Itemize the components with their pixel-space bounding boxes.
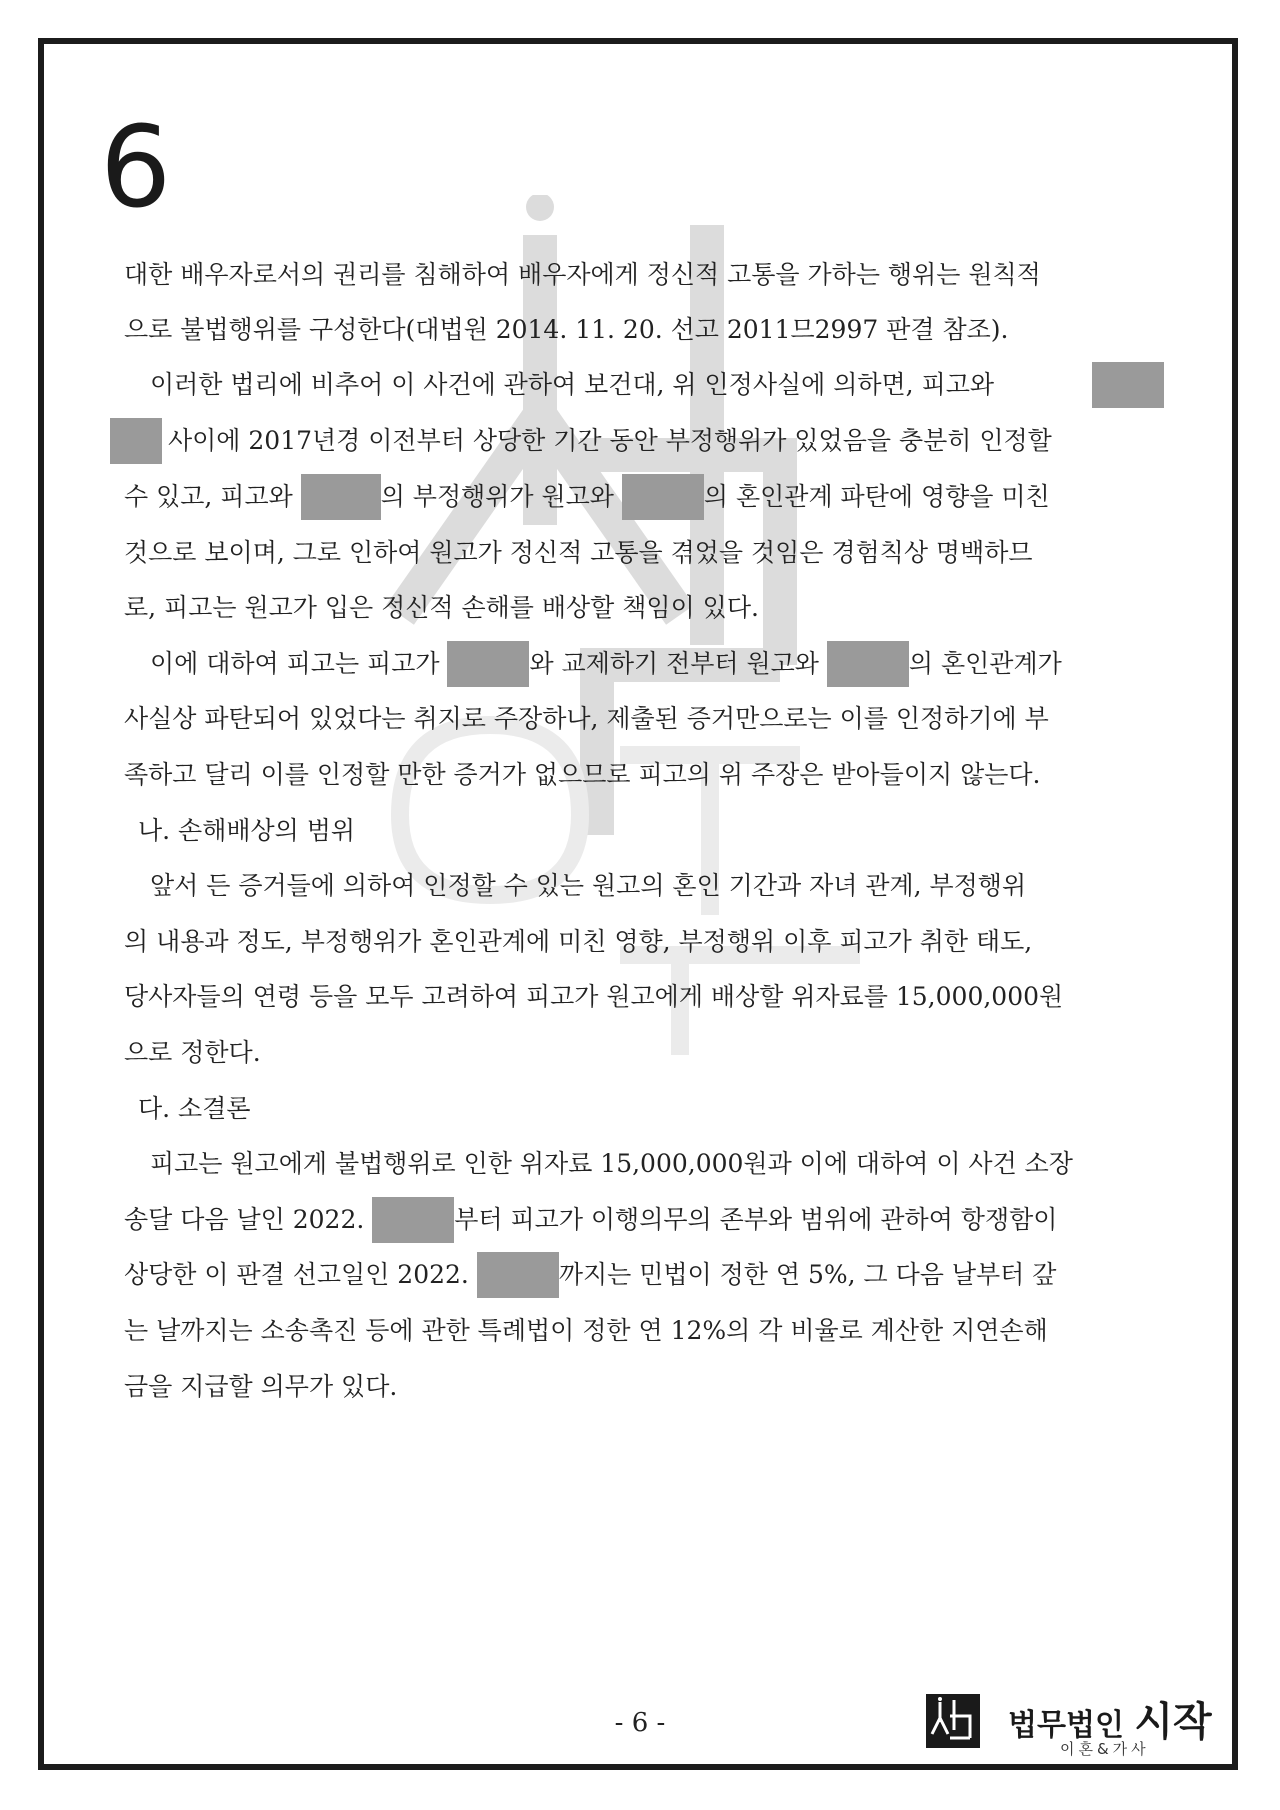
text-segment: 피고는 원고에게 불법행위로 인한 위자료 15,000,000원과 이에 대하여 이 사건 소장 [150, 1149, 1073, 1178]
text-line [124, 477, 1164, 517]
text-segment: 송달 다음 날인 2022. [124, 1205, 373, 1234]
redaction-box [827, 641, 909, 687]
text-line [124, 644, 1164, 684]
text-segment: 나. 손해배상의 범위 [138, 816, 356, 845]
redaction-box [622, 474, 704, 520]
text-segment: 의 혼인관계 파탄에 영향을 미친 [703, 482, 1050, 511]
text-segment: 의 부정행위가 원고와 [380, 482, 622, 511]
text-segment: 사실상 파탄되어 있었다는 취지로 주장하나, 제출된 증거만으로는 이를 인정하기에 부 [124, 704, 1049, 733]
redaction-box [1092, 362, 1164, 408]
text-segment: 앞서 든 증거들에 의하여 인정할 수 있는 원고의 혼인 기간과 자녀 관계, 부정행위 [150, 871, 1027, 900]
text-line [124, 533, 1164, 573]
text-line [124, 421, 1164, 461]
text-segment: 금을 지급할 의무가 있다. [124, 1372, 398, 1401]
text-segment: 당사자들의 연령 등을 모두 고려하여 피고가 원고에게 배상할 위자료를 15,000,000원 [124, 982, 1064, 1011]
firm-name-main: 시작 [1134, 1699, 1212, 1745]
text-line [124, 1367, 1164, 1407]
text-line [124, 365, 1164, 405]
text-line [124, 1033, 1164, 1073]
text-segment: 으로 불법행위를 구성한다(대법원 2014. 11. 20. 선고 2011므2997 판결 참조). [124, 315, 1009, 344]
text-segment: 의 혼인관계가 [908, 649, 1062, 678]
text-line [124, 1144, 1164, 1184]
text-line [124, 755, 1164, 795]
text-line [124, 255, 1164, 295]
text-segment: 것으로 보이며, 그로 인하여 원고가 정신적 고통을 겪었을 것임은 경험칙상 명백하므 [124, 538, 1033, 567]
text-line [124, 922, 1164, 962]
text-line [124, 1255, 1164, 1295]
text-segment: 의 내용과 정도, 부정행위가 혼인관계에 미친 영향, 부정행위 이후 피고가 취한 태도, [124, 927, 1033, 956]
page-number-footer: - 6 - [614, 1708, 666, 1738]
text-segment: 다. 소결론 [138, 1094, 251, 1123]
redaction-box [110, 418, 162, 464]
text-segment: 족하고 달리 이를 인정할 만한 증거가 없으므로 피고의 위 주장은 받아들이지 않는다. [124, 760, 1041, 789]
text-line [124, 1200, 1164, 1240]
section-heading [124, 1089, 1178, 1129]
text-line [124, 1311, 1164, 1351]
text-segment: 상당한 이 판결 선고일인 2022. [124, 1260, 477, 1289]
text-segment: 이러한 법리에 비추어 이 사건에 관하여 보건대, 위 인정사실에 의하면, 피고와 [150, 370, 1002, 399]
text-segment: 사이에 2017년경 이전부터 상당한 기간 동안 부정행위가 있었음을 충분히 인정할 [168, 426, 1052, 455]
page-number-large: 6 [100, 103, 172, 233]
text-segment: 대한 배우자로서의 권리를 침해하여 배우자에게 정신적 고통을 가하는 행위는 원칙적 [124, 260, 1041, 289]
text-segment: 까지는 민법이 정한 연 5%, 그 다음 날부터 갚 [558, 1260, 1057, 1289]
firm-logo [926, 1684, 1256, 1758]
redaction-box [301, 474, 381, 520]
text-segment: 부터 피고가 이행의무의 존부와 범위에 관하여 항쟁함이 [454, 1205, 1058, 1234]
section-heading [124, 811, 1178, 851]
text-segment: 으로 정한다. [124, 1038, 261, 1067]
redaction-box [447, 641, 529, 687]
text-line [124, 866, 1164, 906]
text-segment: 수 있고, 피고와 [124, 482, 301, 511]
redaction-box [372, 1197, 454, 1243]
firm-subtitle: 이혼&가사 [1060, 1740, 1150, 1758]
text-segment: 로, 피고는 원고가 입은 정신적 손해를 배상할 책임이 있다. [124, 593, 759, 622]
text-line [124, 588, 1164, 628]
redaction-box [477, 1252, 559, 1298]
firm-logo-mark-icon [926, 1694, 980, 1748]
text-segment: 이에 대하여 피고는 피고가 [150, 649, 448, 678]
text-segment: 는 날까지는 소송촉진 등에 관한 특례법이 정한 연 12%의 각 비율로 계산한 지연손해 [124, 1316, 1048, 1345]
text-line [124, 310, 1164, 350]
text-segment: 와 교제하기 전부터 원고와 [529, 649, 827, 678]
firm-name-prefix: 법무법인 [1008, 1708, 1135, 1743]
text-line [124, 977, 1164, 1017]
text-line [124, 699, 1164, 739]
